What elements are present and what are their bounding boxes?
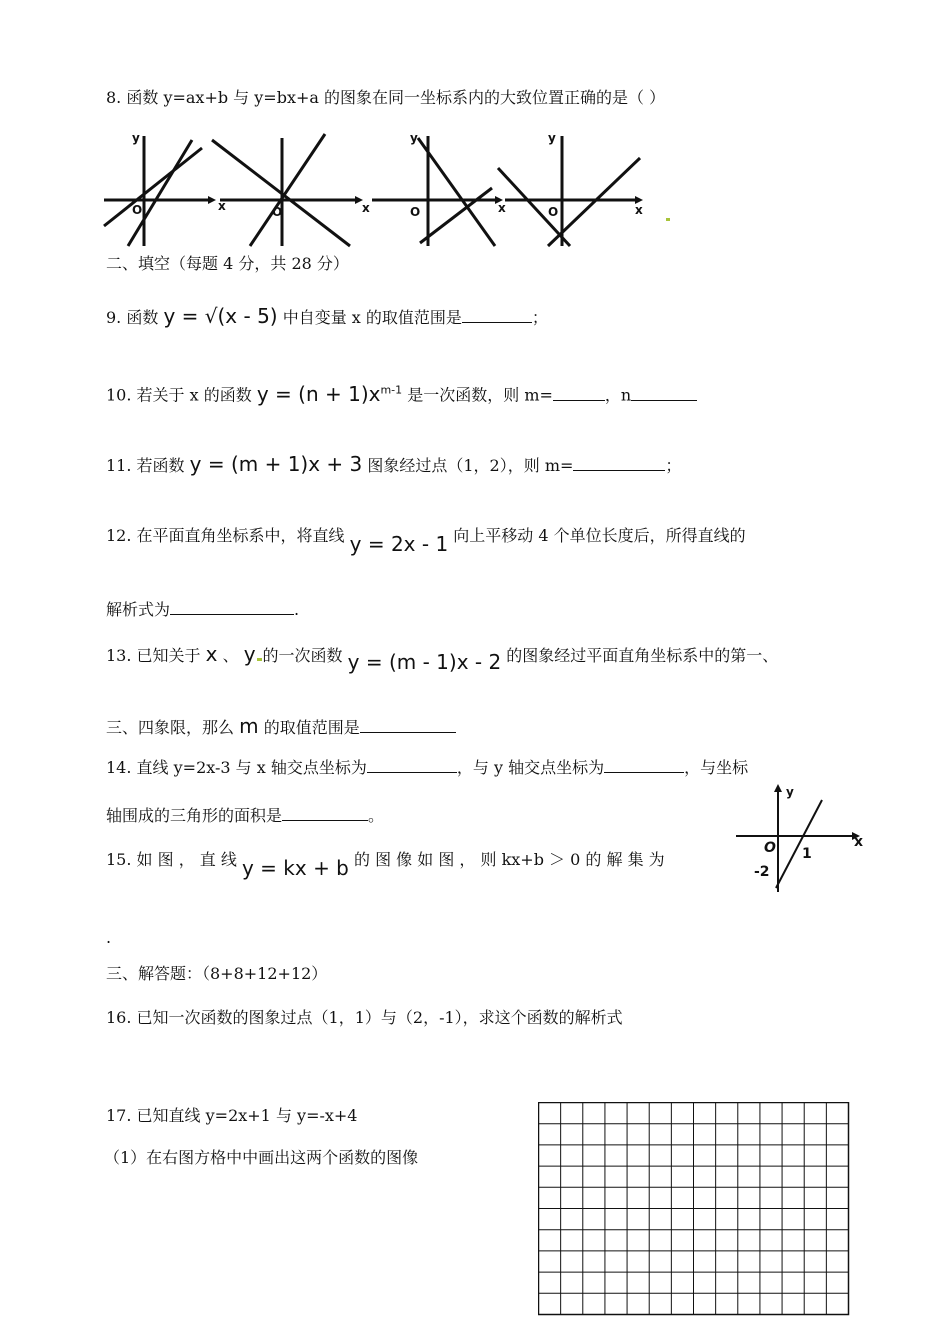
q14-post: ，与坐标 — [684, 758, 749, 777]
question-17-part-1: （1）在右图方格中中画出这两个函数的图像 — [104, 1148, 419, 1167]
question-16: 16. 已知一次函数的图象过点（1，1）与（2，-1），求这个函数的解析式 — [106, 1008, 623, 1027]
question-10 — [106, 378, 697, 408]
question-13 — [106, 642, 779, 674]
q13-formula: y = (m - 1)x - 2 — [347, 650, 502, 674]
graph-a-origin-label: O — [132, 203, 143, 217]
graph-a-x-label: x — [218, 199, 226, 213]
q9-end: ； — [531, 308, 548, 327]
section-2-title: 二、填空（每题 4 分，共 28 分） — [106, 254, 349, 273]
q10-text: 是一次函数，则 m= — [407, 385, 553, 405]
q13-prefix: 13. 已知关于 — [106, 646, 201, 665]
q14-prefix: 14. 直线 y=2x-3 与 x 轴交点坐标为 — [106, 758, 367, 777]
q15-y-intercept-label: -2 — [754, 864, 770, 880]
q9-text: 中自变量 x 的取值范围是 — [282, 308, 462, 327]
q9-prefix: 9. 函数 — [106, 308, 159, 327]
graph-d-y-label: y — [548, 131, 556, 145]
q8-graph-options — [100, 128, 680, 248]
graph-b-origin-label: O — [272, 205, 283, 219]
question-9 — [106, 304, 548, 330]
question-14-line-2 — [106, 804, 384, 828]
q15-line-graph — [730, 780, 866, 896]
graph-d-x-label: x — [635, 203, 643, 217]
q13-var-x: x — [205, 642, 218, 666]
q10-m-blank[interactable] — [553, 384, 605, 401]
q12-formula: y = 2x - 1 — [349, 532, 449, 556]
q15-y-label: y — [786, 785, 794, 799]
answer-grid[interactable] — [538, 1102, 850, 1316]
graph-a-y-label: y — [132, 131, 140, 145]
question-8: 8. 函数 y=ax+b 与 y=bx+a 的图象在同一坐标系内的大致位置正确的是（ ） — [106, 88, 666, 107]
q15-formula: y = kx + b — [241, 856, 349, 880]
question-15-line-2: . — [106, 928, 112, 947]
q13-sep: 、 — [222, 646, 239, 665]
q13-text: 的图象经过平面直角坐标系中的第一、 — [506, 646, 779, 665]
question-17: 17. 已知直线 y=2x+1 与 y=-x+4 — [106, 1106, 358, 1125]
q10-mid: ，n — [604, 385, 632, 405]
graph-d-origin-label: O — [548, 205, 559, 219]
q13-mid: 的一次函数 — [262, 646, 343, 665]
q15-text: 的 图 像 如 图 ， 则 kx+b ＞ 0 的 解 集 为 — [353, 850, 665, 869]
question-12-line-2 — [106, 598, 299, 622]
q14-end: 。 — [368, 806, 385, 825]
question-12 — [106, 522, 746, 556]
q14-line2-text: 轴围成的三角形的面积是 — [106, 806, 283, 825]
q14-x-intercept-blank[interactable] — [367, 756, 457, 773]
q9-answer-blank[interactable] — [462, 306, 532, 323]
q15-origin-label: O — [764, 840, 776, 856]
q14-y-intercept-blank[interactable] — [604, 756, 684, 773]
q10-n-blank[interactable] — [631, 384, 697, 401]
question-11 — [106, 452, 681, 478]
question-14 — [106, 756, 748, 780]
q15-prefix: 15. 如 图 ， 直 线 — [106, 850, 237, 869]
q9-formula: y = √(x - 5) — [163, 304, 278, 328]
q10-prefix: 10. 若关于 x 的函数 — [106, 385, 252, 405]
q13-answer-blank[interactable] — [360, 716, 456, 733]
question-15 — [106, 846, 665, 880]
q14-area-blank[interactable] — [282, 804, 368, 821]
graph-c-y-label: y — [410, 131, 418, 145]
graph-b-x-label: x — [362, 201, 370, 215]
section-3-title: 三、解答题：（8+8+12+12） — [106, 964, 328, 983]
q13-line2-tail: 的取值范围是 — [263, 718, 360, 737]
q13-line2-text: 三、四象限，那么 — [106, 718, 235, 737]
q11-answer-blank[interactable] — [573, 454, 665, 471]
q13-var-m: m — [239, 714, 259, 738]
q11-text: 图象经过点（1，2），则 m= — [367, 456, 574, 475]
graph-c-x-label: x — [498, 201, 506, 215]
q11-formula: y = (m + 1)x + 3 — [189, 452, 363, 476]
q15-x-label: x — [854, 834, 864, 850]
graph-c-origin-label: O — [410, 205, 421, 219]
q11-end: ； — [665, 456, 682, 475]
q10-formula: $y = (n + 1)x^{m-1}$ — [256, 381, 403, 406]
question-13-line-2 — [106, 714, 456, 740]
q15-x-intercept-label: 1 — [802, 846, 812, 862]
q12-prefix: 12. 在平面直角坐标系中，将直线 — [106, 526, 345, 545]
q11-prefix: 11. 若函数 — [106, 456, 185, 475]
q12-end: . — [294, 600, 300, 619]
q13-mark — [257, 658, 262, 661]
q12-line2-text: 解析式为 — [106, 600, 171, 619]
q12-text: 向上平移动 4 个单位长度后，所得直线的 — [453, 526, 746, 545]
q13-var-y: y — [243, 642, 256, 666]
q12-answer-blank[interactable] — [170, 598, 294, 615]
q14-mid: ，与 y 轴交点坐标为 — [456, 758, 605, 777]
